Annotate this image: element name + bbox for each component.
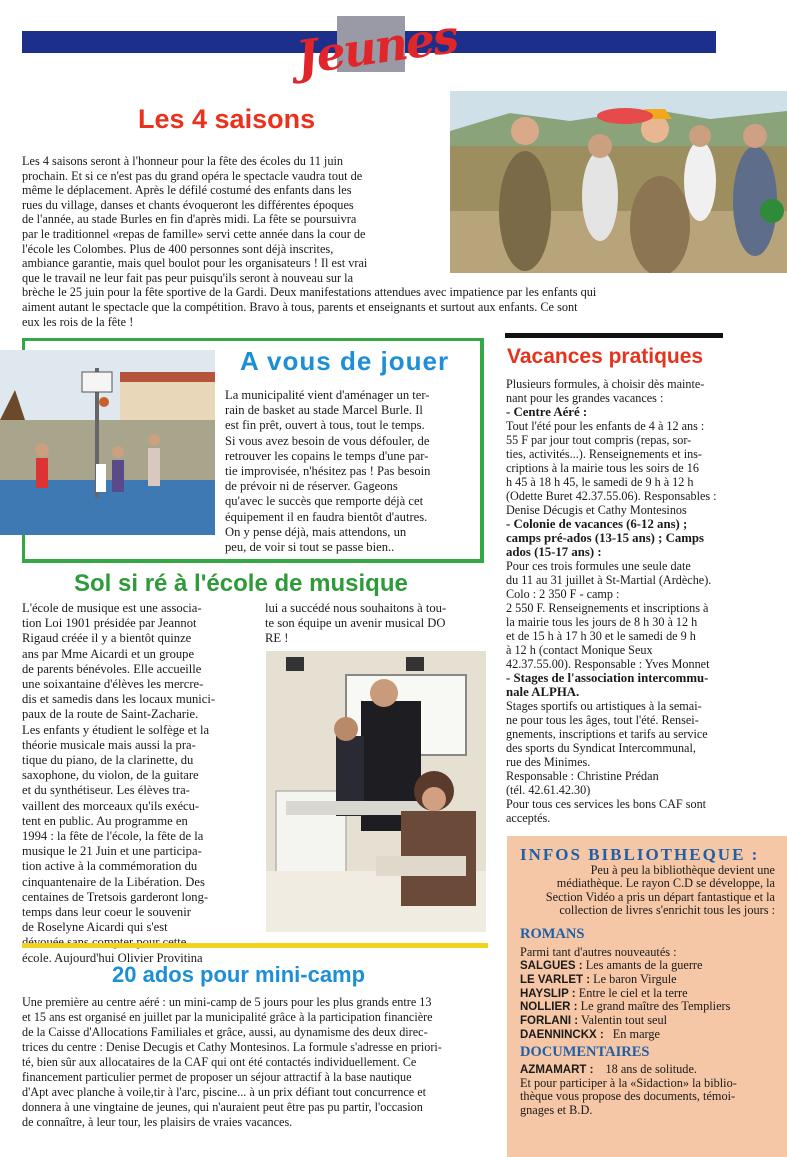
text-line: une soixantaine d'élèves les mercre- xyxy=(22,677,204,692)
list-item: DAENNINCKX : En marge xyxy=(520,1026,661,1041)
text-line: Denise Décugis et Cathy Montesinos xyxy=(506,503,687,517)
text-line: L'école de musique est une associa- xyxy=(22,601,202,615)
text-line: prochain. Et si ce n'est pas du grand opéra le spectacle vaudra tout de xyxy=(22,168,363,183)
biblio-title: INFOS BIBLIOTHEQUE : xyxy=(520,845,760,864)
text-line: équipement il en faudra bientôt d'autres. xyxy=(225,509,428,524)
text-line: ados (15-17 ans) : xyxy=(506,545,602,559)
text-line: La municipalité vient d'aménager un ter- xyxy=(225,388,430,402)
text-line: ambiance garantie, mais quel boulot pour les organisateurs ! Il est vrai xyxy=(22,256,368,271)
vacances-body xyxy=(506,377,728,825)
text-line: - Centre Aéré : xyxy=(506,405,588,419)
biblio-outro xyxy=(520,1077,778,1117)
text-line: Responsable : Christine Prédan xyxy=(506,769,659,783)
text-line: l'école les Colombes. Plus de 400 personnes sont déjà inscrites, xyxy=(22,241,334,256)
text-line: acceptés. xyxy=(506,811,551,825)
text-line: vaillent des morceaux qu'ils exécu- xyxy=(22,798,200,813)
list-item: FORLANI : Valentin tout seul xyxy=(520,1013,668,1028)
text-line: tique du piano, de la clarinette, du xyxy=(22,753,194,768)
text-line: de l'année, au stade Burles en fin d'après midi. La fête se poursuivra xyxy=(22,212,357,227)
text-line: financement particulier permet de proposer un séjour attractif à la base nautique xyxy=(22,1070,412,1084)
vacances-top-rule xyxy=(505,333,723,338)
text-line: aiment autant le spectacle que la compétition. Bravo à tous, parents et enseignants et surtout aux enfants. Ce sont xyxy=(22,299,578,314)
music-school-photo xyxy=(266,651,486,932)
text-line: nale ALPHA. xyxy=(506,685,580,699)
text-line: Tout l'été pour les enfants de 4 à 12 ans : xyxy=(506,419,705,433)
text-line: 1994 : la fête de l'école, la fête de la xyxy=(22,829,204,844)
text-line: de la Caisse d'Allocations Familiales et grâce, aussi, au dynamisme des deux direc- xyxy=(22,1025,428,1039)
text-line: la mairie tous les jours de 8 h 30 à 12 h xyxy=(506,615,698,629)
text-line: Les enfants y étudient le solfège et la xyxy=(22,722,210,737)
text-line: de connaître, à leur tour, les plaisirs de vraies vacances. xyxy=(22,1115,293,1129)
text-line: Et pour participer à la «Sidaction» la biblio- xyxy=(520,1076,737,1090)
jouer-title: A vous de jouer xyxy=(240,346,450,376)
text-line: par le traditionnel «repas de famille» servi cette année dans la cour de xyxy=(22,226,366,241)
biblio-intro xyxy=(520,864,775,917)
text-line: centaines de Tretsois garderont long- xyxy=(22,889,209,904)
documentaires-item: AZMAMART : 18 ans de solitude. xyxy=(520,1062,697,1076)
text-line: Plusieurs formules, à choisir dès mainte- xyxy=(506,377,705,391)
text-line: qu'avec le succès que remporte déjà cet xyxy=(225,494,424,509)
musique-title: Sol si ré à l'école de musique xyxy=(74,570,408,597)
text-line: même le déplacement. Après le défilé costumé des enfants dans les xyxy=(22,183,352,198)
text-line: - Colonie de vacances (6-12 ans) ; xyxy=(506,517,688,531)
saisons-body xyxy=(22,154,782,329)
text-line: Section Vidéo a pris un départ fantastique et la xyxy=(545,889,775,904)
text-line: et de 15 h à 17 h 30 et le samedi de 9 h xyxy=(506,629,696,643)
romans-heading: ROMANS xyxy=(520,926,585,942)
text-line: RE ! xyxy=(265,631,289,646)
saisons-title: Les 4 saisons xyxy=(138,104,316,134)
text-line: nant pour les grandes vacances : xyxy=(506,391,664,405)
text-line: On y pense déjà, mais attendons, un xyxy=(225,524,407,539)
romans-intro: Parmi tant d'autres nouveautés : xyxy=(520,945,677,959)
list-item: NOLLIER : Le grand maître des Templiers xyxy=(520,999,731,1014)
text-line: musique le 21 Juin et une participa- xyxy=(22,844,202,859)
text-line: saxophone, du violon, de la guitare xyxy=(22,768,199,783)
text-line: criptions à la mairie tous les soirs de 16 xyxy=(506,461,699,475)
text-line: eux les rois de la fête ! xyxy=(22,314,134,329)
text-line: Rigaud créée il y a bientôt quinze xyxy=(22,631,192,646)
text-line: rues du village, danses et chants évoqueront les différentes époques xyxy=(22,197,354,212)
text-line: 42.37.55.00). Responsable : Yves Monnet xyxy=(506,657,710,671)
text-line: temps dans leur coeur le souvenir xyxy=(22,905,191,920)
documentaires-heading: DOCUMENTAIRES xyxy=(520,1044,650,1060)
text-line: école. Aujourd'hui Olivier Provitina xyxy=(22,950,203,965)
text-line: retrouver les copains le temps d'une par- xyxy=(225,448,429,463)
text-line: Une première au centre aéré : un mini-camp de 5 jours pour les plus grands entre 13 xyxy=(22,995,432,1009)
text-line: - Stages de l'association intercommu- xyxy=(506,671,709,685)
text-line: camps pré-ados (13-15 ans) ; Camps xyxy=(506,531,704,545)
text-line: (Odette Buret 42.37.55.06). Responsables : xyxy=(506,489,717,503)
text-line: à 12 h (contact Monique Seux xyxy=(506,643,653,657)
text-line: tie improvisée, n'hésitez pas ! Pas besoin xyxy=(225,464,431,479)
text-line: rain de basket au stade Marcel Burle. Il xyxy=(225,403,423,418)
romans-list xyxy=(520,959,782,1042)
text-line: cinquantenaire de la Libération. Des xyxy=(22,874,205,889)
text-line: tent en public. Au programme en xyxy=(22,813,188,828)
text-line: Si vous avez besoin de vous défouler, de xyxy=(225,433,430,448)
logo-text: Jeunes xyxy=(293,9,461,85)
text-line: gnages et B.D. xyxy=(520,1102,593,1117)
ados-title: 20 ados pour mini-camp xyxy=(112,962,366,987)
text-line: médiathèque. Le rayon C.D se développe, la xyxy=(556,876,775,891)
text-line: ans par Mme Aicardi et un groupe xyxy=(22,646,195,661)
text-line: Pour tous ces services les bons CAF sont xyxy=(506,797,707,811)
text-line: te son équipe un avenir musical DO xyxy=(265,616,446,631)
basketball-photo xyxy=(0,350,215,535)
text-line: dis et samedis dans les locaux munici- xyxy=(22,692,216,707)
text-line: de Roselyne Aicardi qui s'est xyxy=(22,920,168,935)
text-line: collection de livres s'enrichit tous les jours : xyxy=(559,902,775,917)
text-line: Pour ces trois formules une seule date xyxy=(506,559,691,573)
text-line: té, bien sûr aux allocataires de la CAF qui ont été contactés individuellement. Ce xyxy=(22,1055,417,1069)
list-item: HAYSLIP : Entre le ciel et la terre xyxy=(520,985,688,1000)
text-line: lui a succédé nous souhaitons à tou- xyxy=(265,601,447,615)
text-line: h 45 à 18 h 45, le samedi de 9 h à 12 h xyxy=(506,475,694,489)
jouer-body xyxy=(225,388,469,555)
text-line: et du synthétiseur. Les élèves tra- xyxy=(22,783,190,798)
text-line: de parents bénévoles. Elle accueille xyxy=(22,661,202,676)
text-line: Les 4 saisons seront à l'honneur pour la fête des écoles du 11 juin xyxy=(22,154,344,168)
ados-yellow-rule xyxy=(22,943,488,948)
text-line: théorie musicale mais aussi la pra- xyxy=(22,737,196,752)
text-line: rue des Minimes. xyxy=(506,755,591,769)
text-line: et 15 ans est organisé en juillet par la municipalité grâce à la participation financière xyxy=(22,1010,433,1024)
text-line: Peu à peu la bibliothèque devient une xyxy=(590,863,775,877)
text-line: 55 F par jour tout compris (repas, sor- xyxy=(506,433,692,447)
ados-body xyxy=(22,995,488,1130)
text-line: peu, de voir si tout se passe bien.. xyxy=(225,540,395,555)
text-line: ties, activités...). Renseignements et ins- xyxy=(506,447,702,461)
text-line: thèque vous propose des documents, témoi- xyxy=(520,1089,736,1104)
text-line: ne pour tous les âges, tout l'été. Rensei- xyxy=(506,713,699,727)
text-line: donnera à une vingtaine de jeunes, qui n'auraient peut être pas pu partir, l'occasion xyxy=(22,1100,423,1114)
text-line: Stages sportifs ou artistiques à la semai- xyxy=(506,699,702,713)
text-line: 2 550 F. Renseignements et inscriptions à xyxy=(506,601,709,615)
list-item: SALGUES : Les amants de la guerre xyxy=(520,958,703,972)
text-line: des sports du Syndicat Intercommunal, xyxy=(506,741,696,755)
text-line: (tél. 42.61.42.30) xyxy=(506,783,591,797)
vacances-title: Vacances pratiques xyxy=(507,345,704,368)
text-line: de prévoir ni de réserver. Gageons xyxy=(225,479,398,494)
musique-col1 xyxy=(22,601,246,966)
text-line: est fin prêt, ouvert à tous, tout le temps. xyxy=(225,418,425,433)
musique-col2 xyxy=(265,601,487,647)
text-line: paux de la route de Saint-Zacharie. xyxy=(22,707,199,722)
text-line: trices du centre : Denise Decugis et Cathy Montesinos. La formule s'adresse en priori- xyxy=(22,1040,442,1054)
text-line: brèche le 25 juin pour la fête sportive de la Gardi. Deux manifestations attendues avec impatience par les enfants qui xyxy=(22,285,597,300)
logo-jeunes xyxy=(288,9,461,90)
text-line: tion active à la commémoration du xyxy=(22,859,198,874)
text-line: gnements, inscriptions et tarifs au service xyxy=(506,727,708,741)
text-line: d'Apt avec planche à voile,tir à l'arc, piscine... à un prix défiant tout concurrence et xyxy=(22,1085,427,1099)
text-line: Colo : 2 350 F - camp : xyxy=(506,587,620,601)
text-line: tion Loi 1901 présidée par Jeannot xyxy=(22,616,197,631)
list-item: LE VARLET : Le baron Virgule xyxy=(520,971,677,986)
text-line: du 11 au 31 juillet à St-Martial (Ardèche). xyxy=(506,573,712,587)
text-line: que le travail ne leur fait pas peur puisqu'ils seront à nouveau sur la xyxy=(22,270,354,285)
